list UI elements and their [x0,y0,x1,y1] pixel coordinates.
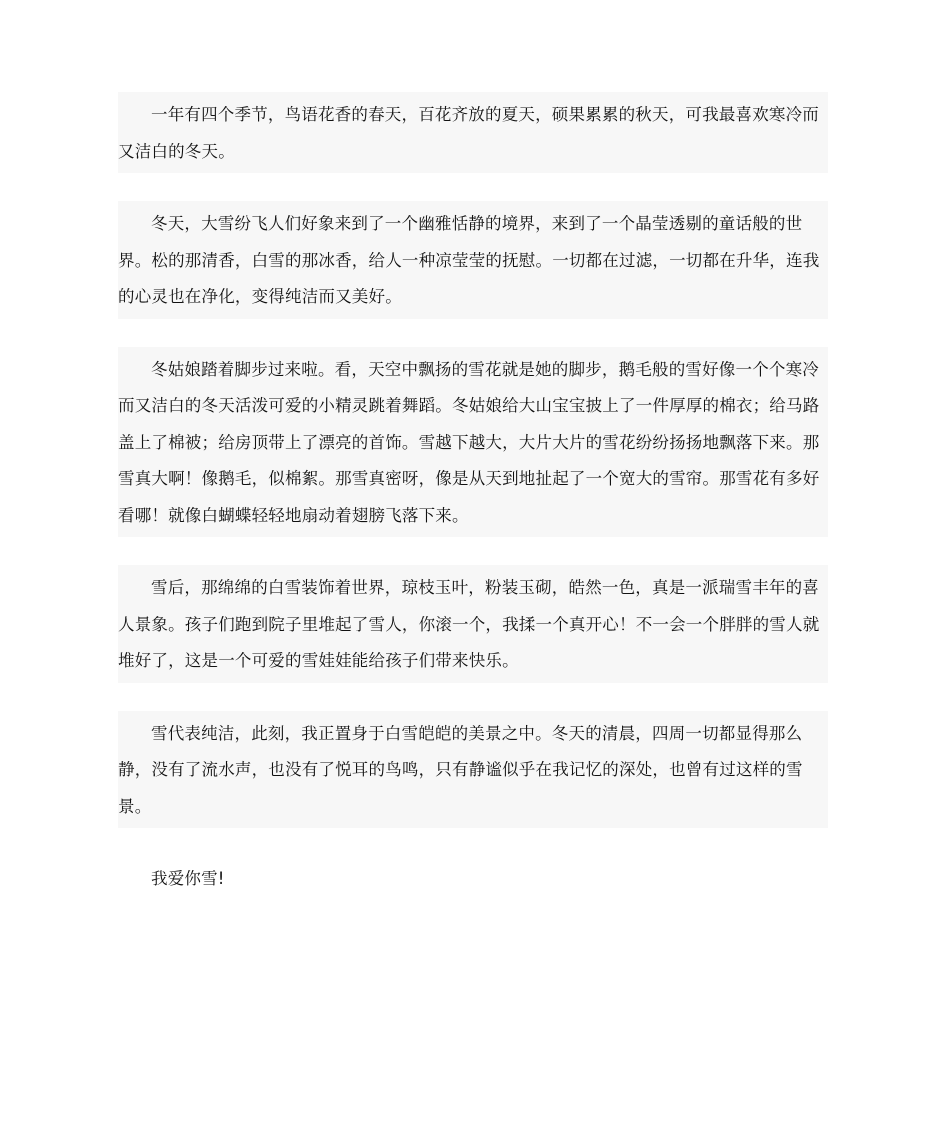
document-page [118,92,828,929]
paragraph-closing: 我爱你雪! [151,869,225,888]
paragraph-intro: 一年有四个季节，鸟语花香的春天，百花齐放的夏天，硕果累累的秋天，可我最喜欢寒冷而又洁白的冬天。 [118,92,828,173]
paragraph-after-snow: 雪后，那绵绵的白雪装饰着世界，琼枝玉叶，粉装玉砌，皓然一色，真是一派瑞雪丰年的喜人景象。孩子们跑到院子里堆起了雪人，你滚一个，我揉一个真开心！不一会一个胖胖的雪人就堆好了，这是一个可爱的雪娃娃能给孩子们带来快乐。 [118,565,828,683]
paragraph-snowfall: 冬天，大雪纷飞人们好象来到了一个幽雅恬静的境界，来到了一个晶莹透剔的童话般的世界。松的那清香，白雪的那冰香，给人一种凉莹莹的抚慰。一切都在过滤，一切都在升华，连我的心灵也在净化，变得纯洁而又美好。 [118,201,828,319]
paragraph-winter-girl: 冬姑娘踏着脚步过来啦。看，天空中飘扬的雪花就是她的脚步，鹅毛般的雪好像一个个寒冷而又洁白的冬天活泼可爱的小精灵跳着舞蹈。冬姑娘给大山宝宝披上了一件厚厚的棉衣；给马路盖上了棉被；给房顶带上了漂亮的首饰。雪越下越大，大片大片的雪花纷纷扬扬地飘落下来。那雪真大啊！像鹅毛，似棉絮。那雪真密呀，像是从天到地扯起了一个宽大的雪帘。那雪花有多好看哪！就像白蝴蝶轻轻地扇动着翅膀飞落下来。 [118,347,828,538]
paragraph-purity: 雪代表纯洁，此刻，我正置身于白雪皑皑的美景之中。冬天的清晨，四周一切都显得那么静，没有了流水声，也没有了悦耳的鸟鸣，只有静谧似乎在我记忆的深处，也曾有过这样的雪景。 [118,711,828,829]
